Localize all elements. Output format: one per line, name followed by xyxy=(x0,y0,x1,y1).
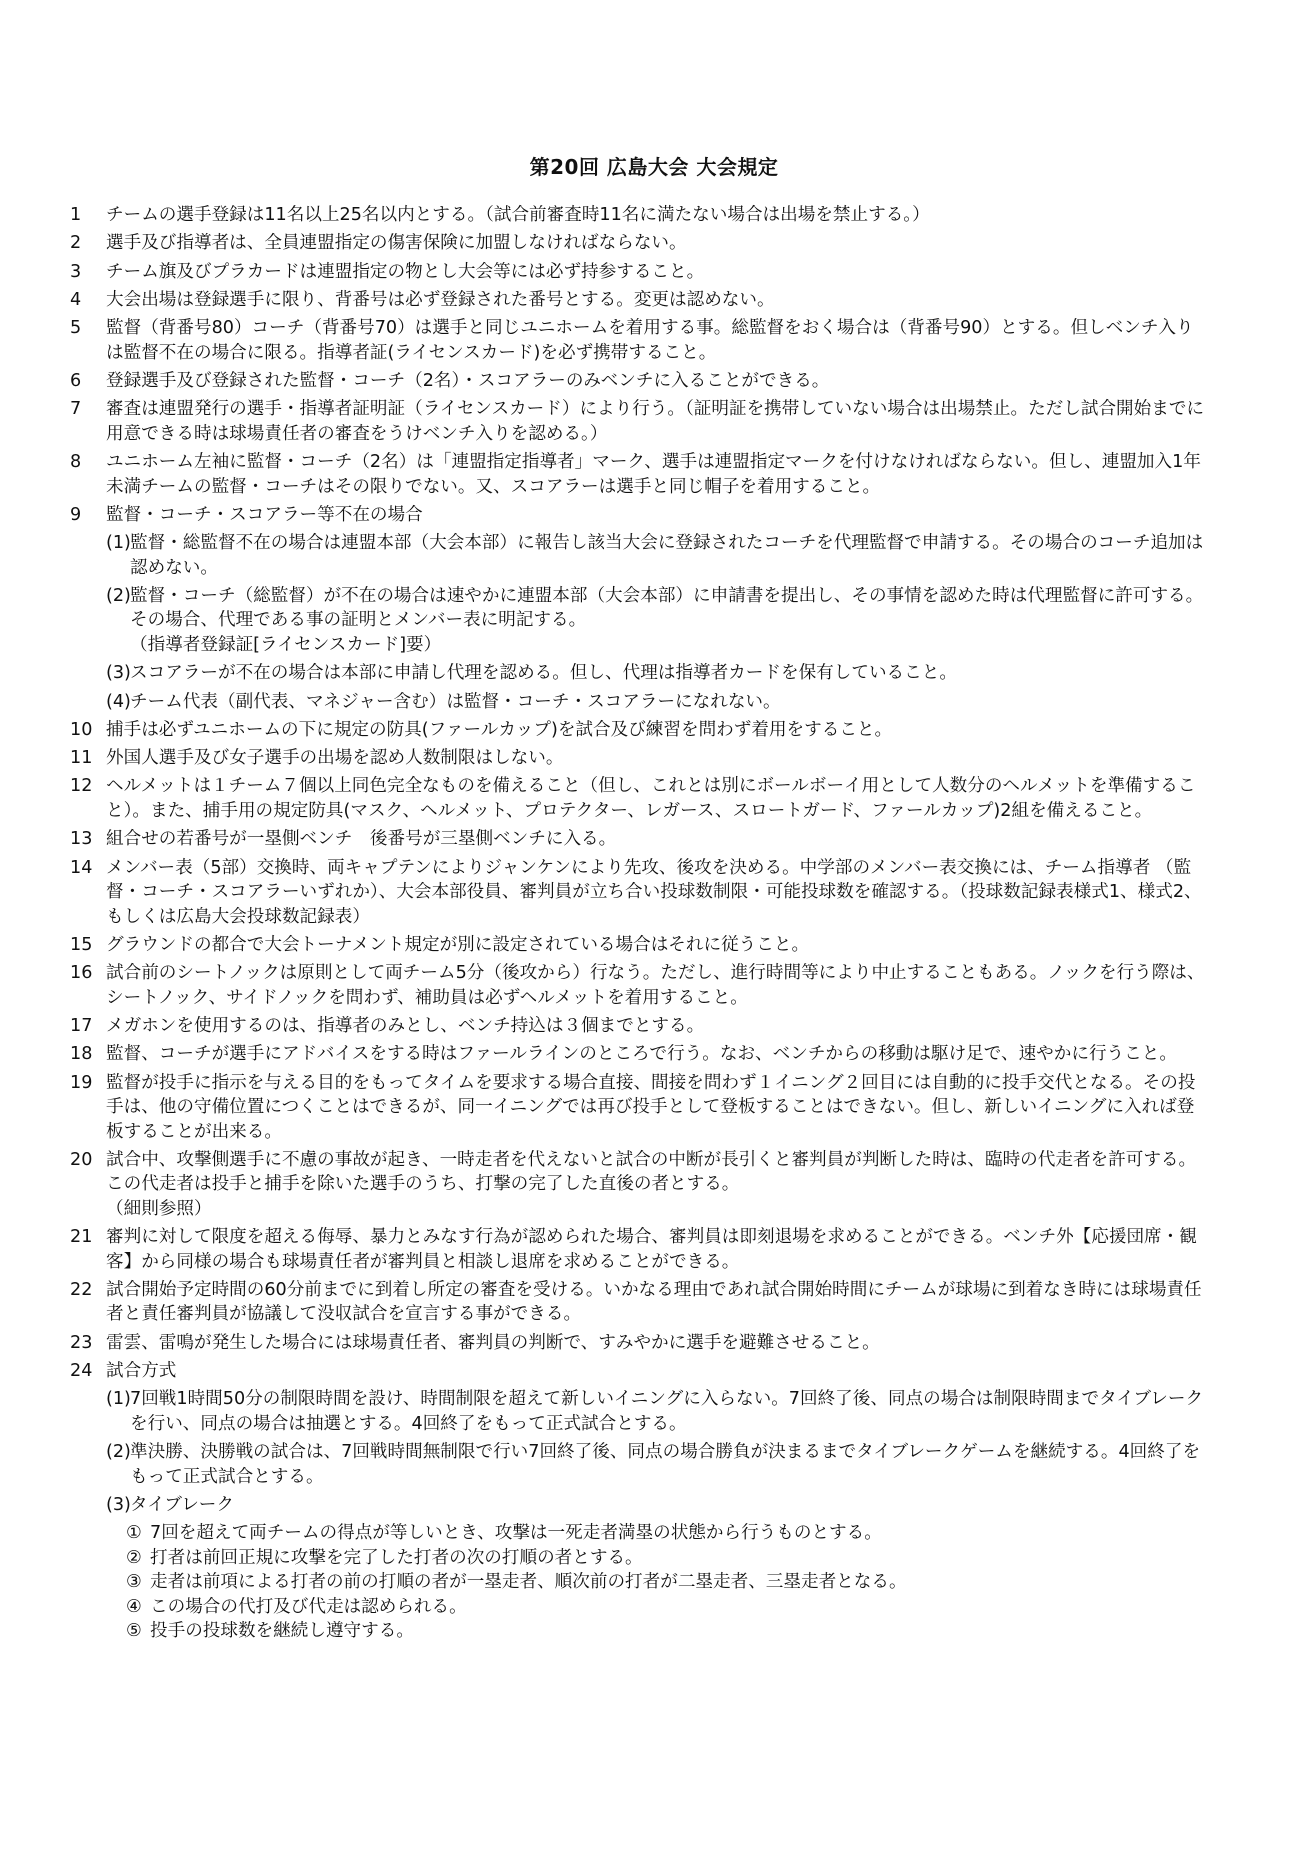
tiebreak-label: ② xyxy=(126,1547,142,1568)
rule-item xyxy=(70,203,1210,228)
rule-text: 試合方式 xyxy=(106,1361,177,1382)
rule-text: 試合開始予定時間の60分前までに到着し所定の審査を受ける。いかなる理由であれ試合開始時間にチームが球場に到着なき時には球場責任者と責任審判員が協議して没収試合を宣言する事ができる。 xyxy=(106,1279,1202,1325)
sub-text: 監督・総監督不在の場合は連盟本部（大会本部）に報告し該当大会に登録されたコーチを代理監督で申請する。その場合のコーチ追加は認めない。 xyxy=(130,533,1204,578)
rule-item xyxy=(70,746,1210,771)
rule-text: 審判に対して限度を超える侮辱、暴力とみなす行為が認められた場合、審判員は即刻退場を求めることができる。ベンチ外【応援団席・観客】から同様の場合も球場責任者が審判員と相談し退席を求めることができる。 xyxy=(106,1227,1197,1272)
rule-text: 監督、コーチが選手にアドバイスをする時はファールラインのところで行う。なお、ベンチからの移動は駆け足で、速やかに行うこと。 xyxy=(106,1044,1177,1065)
sub-item xyxy=(70,1493,1210,1518)
sub-text: 準決勝、決勝戦の試合は、7回戦時間無制限で行い7回終了後、同点の場合勝負が決まるまでタイブレークゲームを継続する。4回終了をもって正式試合とする。 xyxy=(130,1442,1201,1487)
document-title: 第20回 広島大会 大会規定 xyxy=(529,155,779,179)
rule-text: チーム旗及びプラカードは連盟指定の物とし大会等には必ず持参すること。 xyxy=(106,261,705,282)
rule-text: 外国人選手及び女子選手の出場を認め人数制限はしない。 xyxy=(106,748,564,769)
rule-number: 24 xyxy=(70,1361,93,1382)
rule-number: 4 xyxy=(70,289,82,310)
rule-number: 18 xyxy=(70,1044,93,1065)
rule-item xyxy=(70,316,1210,365)
sub-item xyxy=(70,531,1210,580)
rule-text: 大会出場は登録選手に限り、背番号は必ず登録された番号とする。変更は認めない。 xyxy=(106,289,775,310)
sub-label: (1) xyxy=(106,533,131,554)
rule-number: 16 xyxy=(70,963,93,984)
rule-text: ユニホーム左袖に監督・コーチ（2名）は「連盟指定指導者」マーク、選手は連盟指定マークを付けなければならない。但し、連盟加入1年未満チームの監督・コーチはその限りでない。又、スコアラーは選手と同じ帽子を着用すること。 xyxy=(106,452,1201,497)
rule-item xyxy=(70,397,1210,446)
tiebreak-text: 走者は前項による打者の前の打順の者が一塁走者、順次前の打者が二塁走者、三塁走者となる。 xyxy=(150,1572,907,1593)
sub-label: (2) xyxy=(106,1442,131,1463)
rule-item xyxy=(70,774,1210,823)
tiebreak-text: 7回を超えて両チームの得点が等しいとき、攻撃は一死走者満塁の状態から行うものとする。 xyxy=(150,1523,882,1544)
tiebreak-text: 打者は前回正規に攻撃を完了した打者の次の打順の者とする。 xyxy=(150,1547,643,1568)
rule-text: 登録選手及び登録された監督・コーチ（2名）・スコアラーのみベンチに入ることができる。 xyxy=(106,370,830,391)
rule-number: 9 xyxy=(70,504,82,525)
tiebreak-item xyxy=(70,1619,1210,1644)
sub-text: タイブレーク xyxy=(130,1494,234,1515)
regulations-list xyxy=(70,203,1210,1644)
rule-item xyxy=(70,369,1210,394)
rule-item xyxy=(70,1359,1210,1384)
rule-number: 8 xyxy=(70,452,82,473)
rule-note: （細則参照） xyxy=(106,1198,212,1219)
rule-text: チームの選手登録は11名以上25名以内とする。（試合前審査時11名に満たない場合は出場を禁止する。） xyxy=(106,205,930,225)
tiebreak-item xyxy=(70,1595,1210,1620)
rule-text: メンバー表（5部）交換時、両キャプテンによりジャンケンにより先攻、後攻を決める。中学部のメンバー表交換には、チーム指導者 （監督・コーチ・スコアラーいずれか）、大会本部役員、審判員が立ち合い投球数制限・可能投球数を確認する。（投球数記録表様式1、様式2、もしくは広島大会投球数記録表） xyxy=(106,857,1202,927)
tiebreak-label: ⑤ xyxy=(126,1621,142,1642)
rule-item xyxy=(70,1042,1210,1067)
sub-item xyxy=(70,690,1210,715)
rule-text: メガホンを使用するのは、指導者のみとし、ベンチ持込は３個までとする。 xyxy=(106,1015,705,1036)
rule-item xyxy=(70,288,1210,313)
tiebreak-label: ③ xyxy=(126,1572,142,1593)
sub-text: スコアラーが不在の場合は本部に申請し代理を認める。但し、代理は指導者カードを保有していること。 xyxy=(130,663,957,684)
sub-note: （指導者登録証[ライセンスカード]要） xyxy=(130,634,442,655)
rule-item xyxy=(70,503,1210,528)
rule-item xyxy=(70,260,1210,285)
rule-text: 監督が投手に指示を与える目的をもってタイムを要求する場合直接、間接を問わず１イニング２回目には自動的に投手交代となる。その投手は、他の守備位置につくことはできるが、同一イニングでは再び投手として登板することはできない。但し、新しいイニングに入れば登板することが出来る。 xyxy=(106,1072,1196,1142)
rule-item xyxy=(70,827,1210,852)
rule-item xyxy=(70,1225,1210,1274)
tiebreak-item xyxy=(70,1521,1210,1546)
rule-item xyxy=(70,1148,1210,1222)
rule-item xyxy=(70,1278,1210,1327)
rule-item xyxy=(70,933,1210,958)
rule-text: 監督（背番号80）コーチ（背番号70）は選手と同じユニホームを着用する事。総監督をおく場合は（背番号90）とする。但しベンチ入りは監督不在の場合に限る。指導者証(ライセンスカード)を必ず携帯すること。 xyxy=(106,318,1194,363)
rule-number: 23 xyxy=(70,1332,93,1353)
rule-text: 試合前のシートノックは原則として両チーム5分（後攻から）行なう。ただし、進行時間等により中止することもある。ノックを行う際は、シートノック、サイドノックを問わず、補助員は必ずヘルメットを着用すること。 xyxy=(106,963,1205,1008)
rule-item xyxy=(70,231,1210,256)
rule-number: 1 xyxy=(70,205,82,225)
rule-text: 審査は連盟発行の選手・指導者証明証（ライセンスカード）により行う。（証明証を携帯していない場合は出場禁止。ただし試合開始までに用意できる時は球場責任者の審査をうけベンチ入りを認める。） xyxy=(106,399,1205,444)
rule-item xyxy=(70,856,1210,930)
tiebreak-label: ④ xyxy=(126,1596,142,1617)
sub-label: (3) xyxy=(106,663,131,684)
sub-label: (4) xyxy=(106,691,131,712)
rule-number: 5 xyxy=(70,318,82,339)
rule-text: 選手及び指導者は、全員連盟指定の傷害保険に加盟しなければならない。 xyxy=(106,233,687,254)
rule-item xyxy=(70,1014,1210,1039)
rule-text: 組合せの若番号が一塁側ベンチ 後番号が三塁側ベンチに入る。 xyxy=(106,829,617,850)
rule-number: 2 xyxy=(70,233,82,254)
rule-text: 捕手は必ずユニホームの下に規定の防具(ファールカップ)を試合及び練習を問わず着用をすること。 xyxy=(106,719,893,740)
rule-number: 6 xyxy=(70,370,82,391)
rule-number: 12 xyxy=(70,776,93,797)
tiebreak-text: この場合の代打及び代走は認められる。 xyxy=(150,1596,467,1617)
sub-label: (1) xyxy=(106,1389,131,1410)
rule-number: 3 xyxy=(70,261,82,282)
rule-number: 22 xyxy=(70,1279,93,1300)
rule-item xyxy=(70,1331,1210,1356)
rule-number: 7 xyxy=(70,399,82,420)
sub-label: (3) xyxy=(106,1494,131,1515)
rule-text: ヘルメットは１チーム７個以上同色完全なものを備えること（但し、これとは別にボールボーイ用として人数分のヘルメットを準備すること）。また、捕手用の規定防具(マスク、ヘルメット、プロテクター、レガース、スロートガード、ファールカップ)2組を備えること。 xyxy=(106,776,1196,821)
rule-item xyxy=(70,450,1210,499)
sub-item xyxy=(70,1440,1210,1489)
sub-label: (2) xyxy=(106,585,131,606)
sub-text: チーム代表（副代表、マネジャー含む）は監督・コーチ・スコアラーになれない。 xyxy=(130,691,781,712)
rule-number: 13 xyxy=(70,829,93,850)
rule-number: 14 xyxy=(70,857,93,878)
rule-item xyxy=(70,1071,1210,1145)
rule-item xyxy=(70,718,1210,743)
tiebreak-item xyxy=(70,1546,1210,1571)
rule-number: 21 xyxy=(70,1227,93,1248)
tiebreak-item xyxy=(70,1570,1210,1595)
sub-text: 7回戦1時間50分の制限時間を設け、時間制限を超えて新しいイニングに入らない。7回終了後、同点の場合は制限時間までタイブレークを行い、同点の場合は抽選とする。4回終了をもって正式試合とする。 xyxy=(130,1389,1204,1434)
rule-number: 11 xyxy=(70,748,93,769)
rule-number: 20 xyxy=(70,1149,93,1170)
rule-number: 19 xyxy=(70,1072,93,1093)
tiebreak-label: ① xyxy=(126,1523,142,1544)
rule-text: グラウンドの都合で大会トーナメント規定が別に設定されている場合はそれに従うこと。 xyxy=(106,934,810,955)
sub-item xyxy=(70,1387,1210,1436)
tiebreak-text: 投手の投球数を継続し遵守する。 xyxy=(150,1621,414,1642)
rule-text: 雷雲、雷鳴が発生した場合には球場責任者、審判員の判断で、すみやかに選手を避難させること。 xyxy=(106,1332,880,1353)
rule-item xyxy=(70,961,1210,1010)
sub-item xyxy=(70,661,1210,686)
rule-text: 監督・コーチ・スコアラー等不在の場合 xyxy=(106,504,423,525)
rule-text: 試合中、攻撃側選手に不慮の事故が起き、一時走者を代えないと試合の中断が長引くと審判員が判断した時は、臨時の代走者を許可する。この代走者は投手と捕手を除いた選手のうち、打撃の完了した直後の者とする。 xyxy=(106,1149,1197,1195)
sub-text: 監督・コーチ（総監督）が不在の場合は速やかに連盟本部（大会本部）に申請書を提出し、その事情を認めた時は代理監督に許可する。その場合、代理である事の証明とメンバー表に明記する。 xyxy=(130,585,1204,631)
rule-number: 15 xyxy=(70,934,93,955)
rule-number: 10 xyxy=(70,719,93,740)
rule-number: 17 xyxy=(70,1015,93,1036)
sub-item xyxy=(70,584,1210,658)
